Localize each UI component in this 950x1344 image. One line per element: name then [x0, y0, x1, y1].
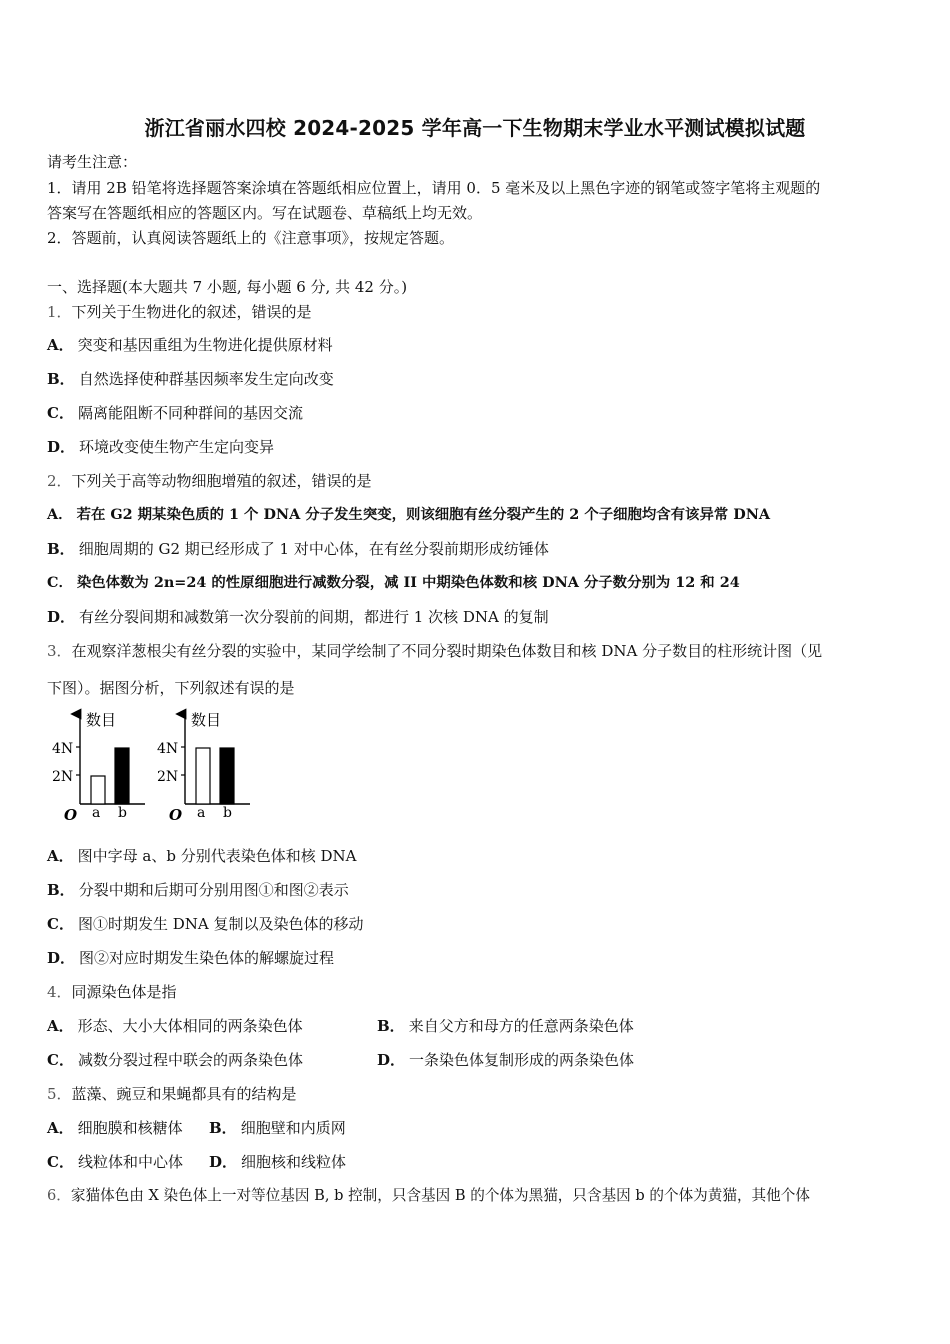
option-text: 隔离能阻断不同种群间的基因交流: [77, 404, 303, 422]
question-6-stem: [47, 1186, 810, 1206]
y-tick-2n: 2N: [157, 769, 179, 785]
question-5-stem: [47, 1084, 297, 1104]
q2-option-a[interactable]: [47, 505, 770, 525]
option-label: B．: [47, 881, 75, 899]
y-axis-label: 数目: [191, 711, 222, 729]
question-number: 5．: [47, 1085, 72, 1103]
bar-a: [196, 748, 210, 804]
option-text: 若在 G2 期某染色质的 1 个 DNA 分子发生突变，则该细胞有丝分裂产生的 2 个子细胞均含有该异常 DNA: [76, 506, 771, 523]
option-text: 细胞壁和内质网: [240, 1119, 346, 1137]
section-heading: 一、选择题(本大题共 7 小题, 每小题 6 分, 共 42 分。): [47, 278, 408, 296]
option-label: C．: [47, 574, 73, 591]
q1-option-d[interactable]: [47, 437, 274, 457]
option-label: B．: [47, 540, 75, 558]
option-text: 来自父方和母方的任意两条染色体: [408, 1017, 634, 1035]
option-text: 减数分裂过程中联会的两条染色体: [77, 1051, 303, 1069]
q5-option-a[interactable]: [47, 1118, 183, 1138]
x-label-b: b: [118, 805, 127, 821]
notice-heading: 请考生注意：: [47, 153, 138, 171]
q1-option-c[interactable]: [47, 403, 303, 423]
option-label: D．: [47, 438, 76, 456]
option-text: 线粒体和中心体: [77, 1153, 183, 1171]
option-text: 环境改变使生物产生定向变异: [79, 438, 275, 456]
option-text: 有丝分裂间期和减数第一次分裂前的间期，都进行 1 次核 DNA 的复制: [79, 608, 549, 626]
q4-option-c[interactable]: [47, 1050, 303, 1070]
option-text: 染色体数为 2n=24 的性原细胞进行减数分裂，减 II 中期染色体数和核 DNA 分子数分别为 12 和 24: [76, 574, 740, 591]
q2-option-b[interactable]: [47, 539, 549, 559]
q3-option-b[interactable]: [47, 880, 349, 900]
bar-b: [220, 748, 234, 804]
option-label: B．: [47, 370, 75, 388]
x-label-a: a: [92, 805, 101, 821]
question-4-stem: [47, 982, 177, 1002]
x-label-a: a: [197, 805, 206, 821]
option-text: 图②对应时期发生染色体的解螺旋过程: [79, 949, 335, 967]
option-text: 一条染色体复制形成的两条染色体: [409, 1051, 635, 1069]
x-label-b: b: [223, 805, 232, 821]
q2-option-d[interactable]: [47, 607, 549, 627]
y-axis-label: 数目: [86, 711, 117, 729]
origin-label: O: [169, 806, 183, 824]
question-number: 4．: [47, 983, 72, 1001]
bar-chart-2: [157, 706, 257, 826]
question-text: 蓝藻、豌豆和果蝇都具有的结构是: [71, 1085, 297, 1103]
question-number: 6．: [47, 1187, 71, 1204]
option-label: B．: [209, 1119, 237, 1137]
q1-option-b[interactable]: [47, 369, 334, 389]
q3-option-d[interactable]: [47, 948, 334, 968]
q4-option-b[interactable]: [377, 1016, 634, 1036]
option-label: D．: [377, 1051, 406, 1069]
question-text: 下列关于生物进化的叙述，错误的是: [71, 303, 312, 321]
q5-option-d[interactable]: [209, 1152, 346, 1172]
y-tick-2n: 2N: [52, 769, 74, 785]
question-3-stem-cont: 下图）。据图分析，下列叙述有误的是: [47, 679, 295, 697]
option-label: A．: [47, 1119, 74, 1137]
question-text: 同源染色体是指: [71, 983, 177, 1001]
origin-label: O: [64, 806, 78, 824]
option-text: 分裂中期和后期可分别用图①和图②表示: [78, 881, 349, 899]
y-tick-4n: 4N: [52, 741, 74, 757]
option-text: 突变和基因重组为生物进化提供原材料: [77, 336, 333, 354]
option-label: C．: [47, 1153, 74, 1171]
option-text: 自然选择使种群基因频率发生定向改变: [78, 370, 334, 388]
option-label: A．: [47, 506, 73, 523]
question-text: 家猫体色由 X 染色体上一对等位基因 B, b 控制，只含基因 B 的个体为黑猫，只含基因 b 的个体为黄猫，其他个体: [70, 1187, 810, 1204]
q4-option-a[interactable]: [47, 1016, 303, 1036]
option-text: 细胞周期的 G2 期已经形成了 1 对中心体，在有丝分裂前期形成纺锤体: [78, 540, 549, 558]
bar-chart-1: [52, 706, 152, 826]
question-text: 下列关于高等动物细胞增殖的叙述，错误的是: [71, 472, 372, 490]
question-number: 3．: [47, 642, 72, 660]
q1-option-a[interactable]: [47, 335, 333, 355]
option-label: A．: [47, 847, 74, 865]
option-label: A．: [47, 336, 74, 354]
option-text: 细胞核和线粒体: [241, 1153, 347, 1171]
option-text: 图中字母 a、b 分别代表染色体和核 DNA: [77, 847, 357, 865]
page-title: 浙江省丽水四校 2024-2025 学年高一下生物期末学业水平测试模拟试题: [144, 116, 806, 140]
question-text: 在观察洋葱根尖有丝分裂的实验中，某同学绘制了不同分裂时期染色体数目和核 DNA 分子数目的柱形统计图（见: [71, 642, 823, 660]
option-label: B．: [377, 1017, 405, 1035]
q4-option-d[interactable]: [377, 1050, 634, 1070]
option-label: D．: [47, 608, 76, 626]
notice-line-3: 2．答题前，认真阅读答题纸上的《注意事项》，按规定答题。: [47, 229, 455, 247]
option-label: D．: [209, 1153, 238, 1171]
option-label: C．: [47, 915, 74, 933]
q3-option-a[interactable]: [47, 846, 356, 866]
q2-option-c[interactable]: [47, 573, 740, 593]
option-text: 形态、大小大体相同的两条染色体: [77, 1017, 303, 1035]
option-label: C．: [47, 404, 74, 422]
question-1-stem: [47, 302, 312, 322]
q3-option-c[interactable]: [47, 914, 363, 934]
question-3-stem: [47, 641, 822, 661]
option-label: C．: [47, 1051, 74, 1069]
option-text: 图①时期发生 DNA 复制以及染色体的移动: [77, 915, 364, 933]
question-number: 1．: [47, 303, 72, 321]
notice-line-1: 1．请用 2B 铅笔将选择题答案涂填在答题纸相应位置上，请用 0．5 毫米及以上黑色字迹的钢笔或签字笔将主观题的: [47, 179, 821, 197]
q5-option-c[interactable]: [47, 1152, 183, 1172]
notice-line-2: 答案写在答题纸相应的答题区内。写在试题卷、草稿纸上均无效。: [47, 204, 483, 222]
question-number: 2．: [47, 472, 72, 490]
option-label: D．: [47, 949, 76, 967]
option-label: A．: [47, 1017, 74, 1035]
q5-option-b[interactable]: [209, 1118, 346, 1138]
question-2-stem: [47, 471, 372, 491]
y-tick-4n: 4N: [157, 741, 179, 757]
bar-b: [115, 748, 129, 804]
option-text: 细胞膜和核糖体: [77, 1119, 183, 1137]
bar-a: [91, 776, 105, 804]
